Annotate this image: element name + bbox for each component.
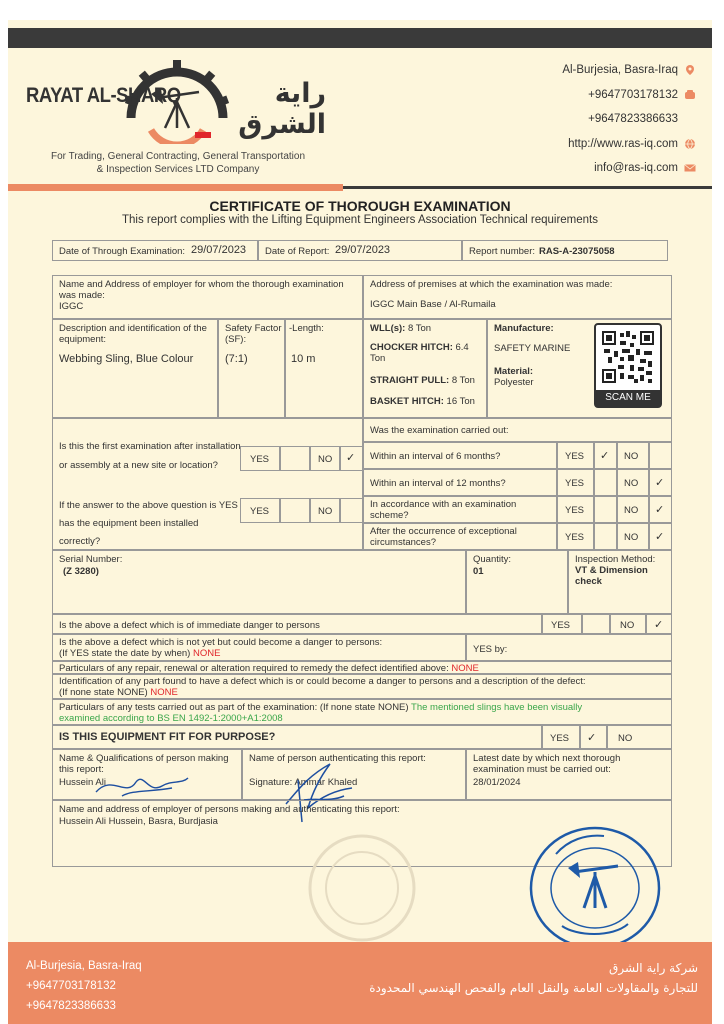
method-cell: Inspection Method: VT & Dimension check — [568, 550, 672, 614]
report-person-cell: Name & Qualifications of person making this report: Hussein Ali — [52, 749, 242, 800]
mail-icon — [684, 162, 696, 174]
website-link[interactable]: http://www.ras-iq.com — [568, 137, 678, 150]
quantity-value: 01 — [473, 566, 484, 577]
safety-factor-cell: Safety Factor (SF): (7:1) — [218, 319, 285, 418]
method-value: VT & Dimension check — [575, 565, 648, 587]
manufacture-value: SAFETY MARINE — [494, 343, 571, 354]
location-pin-icon — [684, 64, 696, 76]
installed-no-box[interactable] — [340, 498, 363, 523]
company-name-en: RAYAT AL-SHARQ — [26, 84, 181, 107]
check-icon: ✓ — [600, 450, 610, 462]
carried-out-header: Was the examination carried out: — [363, 418, 672, 442]
report-date: 29/07/2023 — [335, 244, 391, 256]
tests-row: Particulars of any tests carried out as part of the examination: (If none state NONE) The mentioned slings have been visually examined according to BS EN 1492-1:2000+A1:2008 — [52, 699, 672, 725]
footer-arabic-name: شركة راية الشرق للتجارة والمقاولات العامة والنقل العام والفحص الهندسي المحدودة — [369, 961, 698, 995]
scan-me-label: SCAN ME — [596, 390, 660, 406]
interval12-yes-box[interactable] — [594, 469, 617, 496]
contact-block — [562, 58, 696, 181]
exam-date: 29/07/2023 — [191, 244, 247, 256]
exceptional-yes[interactable]: YES — [557, 523, 594, 550]
authenticating-person-cell: Name of person authenticating this report: Signature: Ammar Khaled — [242, 749, 466, 800]
installed-yes-box[interactable] — [280, 498, 310, 523]
email-link[interactable]: info@ras-iq.com — [594, 162, 678, 175]
qr-pattern-icon — [602, 331, 654, 383]
phone1-text[interactable]: +9647703178132 — [588, 88, 678, 101]
description-cell: Description and identification of the equipment: Webbing Sling, Blue Colour — [52, 319, 218, 418]
report-person-value: Hussein Ali — [59, 777, 106, 788]
premises-cell: Address of premises at which the examination was made: IGGC Main Base / Al-Rumaila — [363, 275, 672, 319]
installed-yes[interactable]: YES — [240, 498, 280, 523]
top-bar — [8, 28, 712, 48]
dark-divider — [343, 186, 712, 189]
immediate-no-box[interactable] — [646, 614, 672, 634]
quantity-cell: Quantity: 01 — [466, 550, 568, 614]
globe-icon — [684, 138, 696, 150]
fit-yes-box[interactable] — [580, 725, 607, 749]
certificate-subtitle: This report complies with the Lifting Equipment Engineers Association Technical requirements — [121, 214, 598, 226]
report-number: RAS-A-23075058 — [539, 246, 615, 257]
material-value: Polyester — [494, 377, 534, 388]
first-exam-yes[interactable]: YES — [240, 446, 280, 471]
report-date-cell: Date of Report: 29/07/2023 — [258, 240, 462, 261]
interval12-no-box[interactable] — [649, 469, 672, 496]
part-defect-value: NONE — [150, 687, 178, 698]
exceptional-no-box[interactable] — [649, 523, 672, 550]
employer-cell: Name and Address of employer for whom the thorough examination was made: IGGC — [52, 275, 363, 319]
check-icon: ✓ — [587, 732, 597, 744]
interval6-question: Within an interval of 6 months? — [363, 442, 557, 469]
scheme-no-box[interactable] — [649, 496, 672, 523]
yes-by-cell: YES by: — [466, 634, 672, 661]
signature-hussein — [92, 768, 192, 802]
future-defect-value: NONE — [192, 648, 221, 659]
interval6-no-box[interactable] — [649, 442, 672, 469]
exceptional-no[interactable]: NO — [617, 523, 649, 550]
future-defect-question: Is the above a defect which is not yet but could become a danger to persons: (If YES state the date by when) NONE — [52, 634, 466, 661]
description-value: Webbing Sling, Blue Colour — [59, 353, 194, 365]
immediate-defect-question: Is the above a defect which is of immediate danger to persons — [52, 614, 542, 634]
part-defect-row: Identification of any part found to have a defect which is or could become a danger to persons and a description of the defect: (If none state NONE) NONE — [52, 674, 672, 699]
interval6-yes-box[interactable] — [594, 442, 617, 469]
first-exam-no[interactable]: NO — [310, 446, 340, 471]
qr-code[interactable] — [594, 323, 662, 408]
company-seal-icon — [526, 822, 664, 954]
immediate-yes[interactable]: YES — [542, 614, 582, 634]
company-tagline: For Trading, General Contracting, General Transportation & Inspection Services LTD Company — [50, 151, 306, 175]
check-icon: ✓ — [655, 477, 665, 489]
interval12-no[interactable]: NO — [617, 469, 649, 496]
fit-yes[interactable]: YES — [542, 725, 580, 749]
scheme-no[interactable]: NO — [617, 496, 649, 523]
first-exam-yes-box[interactable] — [280, 446, 310, 471]
interval12-yes[interactable]: YES — [557, 469, 594, 496]
first-exam-no-box[interactable] — [340, 446, 363, 471]
address-text: Al-Burjesia, Basra-Iraq — [562, 64, 678, 77]
check-icon: ✓ — [655, 531, 665, 543]
company-name-ar: راية الشرق — [238, 78, 326, 140]
footer-contact: Al-Burjesia, Basra-Iraq +9647703178132 +9647823386633 — [26, 960, 142, 1012]
interval6-yes[interactable]: YES — [557, 442, 594, 469]
next-exam-cell: Latest date by which next thorough examination must be carried out: 28/01/2024 — [466, 749, 672, 800]
employer-value: IGGC — [59, 301, 84, 312]
tests-value: examined according to BS EN 1492-1:2000+A1:2008 — [59, 713, 283, 724]
immediate-yes-box[interactable] — [582, 614, 610, 634]
safety-factor-value: (7:1) — [225, 353, 248, 365]
check-icon: ✓ — [654, 619, 664, 631]
authenticating-employer-cell: Name and address of employer of persons making and authenticating this report: Hussein Ali Hussein, Basra, Burdjasia — [52, 800, 672, 867]
report-number-cell: Report number: RAS-A-23075058 — [462, 240, 668, 261]
faded-stamp-icon — [306, 832, 418, 944]
length-cell: -Length: 10 m — [285, 319, 363, 418]
fit-no[interactable]: NO — [607, 725, 672, 749]
interval12-question: Within an interval of 12 months? — [363, 469, 557, 496]
length-value: 10 m — [291, 353, 316, 365]
exceptional-yes-box[interactable] — [594, 523, 617, 550]
manufacture-cell: Manufacture: SAFETY MARINE Material: Polyester — [487, 319, 672, 418]
phone-icon — [684, 89, 696, 101]
interval6-no[interactable]: NO — [617, 442, 649, 469]
fit-purpose-question: IS THIS EQUIPMENT FIT FOR PURPOSE? — [52, 725, 542, 749]
immediate-no[interactable]: NO — [610, 614, 646, 634]
wll-cell: WLL(s): 8 Ton CHOCKER HITCH: 6.4 Ton STRAIGHT PULL: 8 Ton BASKET HITCH: 16 Ton — [363, 319, 487, 418]
serial-cell: Serial Number: (Z 3280) — [52, 550, 466, 614]
orange-divider — [8, 184, 343, 191]
check-icon: ✓ — [346, 452, 356, 464]
serial-value: (Z 3280) — [63, 566, 99, 577]
scheme-yes[interactable]: YES — [557, 496, 594, 523]
authenticating-person-value: Ammar Khaled — [294, 777, 358, 788]
scheme-question: In accordance with an examination scheme? — [363, 496, 557, 523]
certificate-page — [8, 20, 712, 1024]
footer-bar — [8, 942, 712, 1024]
repair-value: NONE — [451, 663, 479, 674]
premises-value: IGGC Main Base / Al-Rumaila — [370, 299, 496, 310]
scheme-yes-box[interactable] — [594, 496, 617, 523]
first-exam-questions: Is this the first examination after installation or assembly at a new site or location? If the answer to the above question is YES has the equipment been installed correctly? — [52, 418, 363, 550]
phone2-text[interactable]: +9647823386633 — [588, 113, 678, 126]
exceptional-question: After the occurrence of exceptional circumstances? — [363, 523, 557, 550]
exam-date-cell: Date of Through Examination: 29/07/2023 — [52, 240, 258, 261]
check-icon: ✓ — [655, 504, 665, 516]
next-exam-date: 28/01/2024 — [473, 777, 521, 788]
repair-row: Particulars of any repair, renewal or alteration required to remedy the defect identified above: NONE — [52, 661, 672, 674]
certificate-title: CERTIFICATE OF THOROUGH EXAMINATION — [209, 198, 511, 214]
authenticating-employer-value: Hussein Ali Hussein, Basra, Burdjasia — [59, 816, 218, 827]
installed-no[interactable]: NO — [310, 498, 340, 523]
